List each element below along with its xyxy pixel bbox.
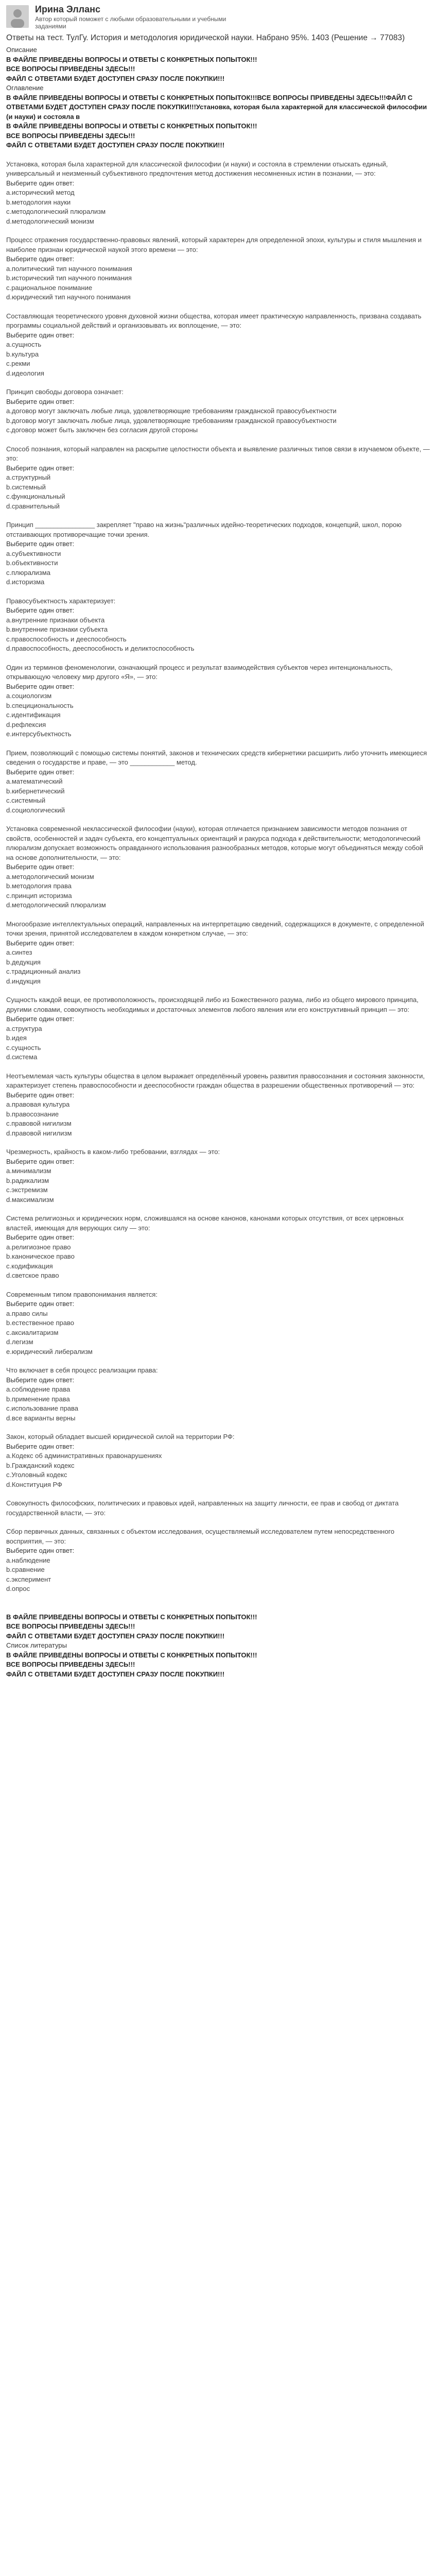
author-name[interactable]: Ирина Элланс [35, 4, 101, 14]
question-text: Установка, которая была характерной для классической философии (и науки) и состояла в стремлении отыскать единый, универсальный и неизменный субъективного предпочтения метод достижения несомненных истин в познании, — это: [6, 160, 390, 177]
question-text: Процесс отражения государственно-правовых явлений, который характерен для определенной эпохи, культуры и стиля мышления и наиболее признан юридической наукой этого времени — это: [6, 236, 424, 253]
answer-option: b.методология права [6, 882, 72, 890]
answer-option: c.идентификация [6, 711, 61, 719]
answer-option: a.договор могут заключать любые лица, удовлетворяющие требованиям гражданской правосубъектности [6, 407, 337, 415]
question-text: Совокупность философских, политических и правовых идей, направленных на защиту личности, ее прав и свобод от диктата государственной власти, — это: [6, 1499, 400, 1517]
answer-prompt: Выберите один ответ: [6, 682, 75, 690]
answer-option: a.соблюдение права [6, 1385, 71, 1393]
question-text: Система религиозных и юридических норм, сложившаяся на основе канонов, канонами которых отсутствия, от всех церковных властей, имеющая для верующих силу — это: [6, 1214, 406, 1232]
section-label: Список литературы [6, 1641, 67, 1649]
answer-option: a.структурный [6, 473, 51, 481]
notice-line: В ФАЙЛЕ ПРИВЕДЕНЫ ВОПРОСЫ И ОТВЕТЫ С КОНКРЕТНЫХ ПОПЫТОК!!! [6, 122, 257, 130]
answer-option: d.рефлексия [6, 720, 46, 728]
answer-prompt: Выберите один ответ: [6, 939, 75, 947]
question-text: Закон, который обладает высшей юридической силой на территории РФ: [6, 1433, 235, 1440]
outro-section [6, 1613, 430, 1680]
answer-option: b.объективности [6, 559, 58, 567]
answer-option: d.сравнительный [6, 502, 60, 510]
answer-prompt: Выберите один ответ: [6, 1547, 75, 1554]
answer-option: b.Гражданский кодекс [6, 1461, 75, 1469]
answer-option: c.рациональное понимание [6, 283, 93, 292]
answer-option: a.внутренние признаки объекта [6, 616, 105, 624]
user-photo-icon [6, 5, 29, 28]
question-block [6, 520, 430, 597]
question-text: Чрезмерность, крайность в каком-либо требовании, взглядах — это: [6, 1148, 220, 1156]
page-title: Ответы на тест. ТулГу. История и методология юридической науки. Набрано 95%. 1403 (Решение → 77083) [6, 33, 405, 42]
answer-prompt: Выберите один ответ: [6, 1376, 75, 1384]
answer-option: e.юридический либерализм [6, 1347, 93, 1355]
answer-option: b.правосознание [6, 1110, 59, 1118]
answer-option: b.системный [6, 483, 46, 491]
answer-option: b.идея [6, 1034, 27, 1042]
answer-option: c.системный [6, 796, 46, 804]
answer-option: c.традиционный анализ [6, 968, 81, 975]
answer-prompt: Выберите один ответ: [6, 1300, 75, 1308]
question-block [6, 824, 430, 920]
answer-option: c.использование права [6, 1404, 79, 1412]
answer-option: c.эксперимент [6, 1575, 51, 1583]
question-text: Один из терминов феноменологии, означающий процесс и результат взаимодействия субъектов через интенциональность, открывающую человеку мир другого «Я», — это: [6, 663, 395, 681]
notice-line: ВСЕ ВОПРОСЫ ПРИВЕДЕНЫ ЗДЕСЬ!!! [6, 65, 135, 73]
section-label: Оглавление [6, 84, 44, 92]
answer-prompt: Выберите один ответ: [6, 464, 75, 472]
answer-option: c.Уголовный кодекс [6, 1471, 67, 1479]
notice-line: В ФАЙЛЕ ПРИВЕДЕНЫ ВОПРОСЫ И ОТВЕТЫ С КОНКРЕТНЫХ ПОПЫТОК!!!ВСЕ ВОПРОСЫ ПРИВЕДЕНЫ ЗДЕСЬ!!!ФАЙЛ С ОТВЕТАМИ БУДЕТ ДОСТУПЕН СРАЗУ ПОСЛЕ ПОКУПКИ!!!Установка, которая была характерной для классической философии (и науки) и состояла в [6, 93, 429, 121]
notice-line: ВСЕ ВОПРОСЫ ПРИВЕДЕНЫ ЗДЕСЬ!!! [6, 131, 135, 140]
answer-prompt: Выберите один ответ: [6, 331, 75, 339]
answer-option: b.сравнение [6, 1566, 45, 1573]
answer-option: b.радикализм [6, 1176, 49, 1184]
question-block [6, 1072, 430, 1148]
question-text: Способ познания, который направлен на раскрытие целостности объекта и выявление различных типов связи в изучаемом объекте, — это: [6, 445, 432, 462]
notice-line: В ФАЙЛЕ ПРИВЕДЕНЫ ВОПРОСЫ И ОТВЕТЫ С КОНКРЕТНЫХ ПОПЫТОК!!! [6, 1651, 257, 1659]
answer-option: a.синтез [6, 948, 32, 956]
answer-option: c.правоспособность и дееспособность [6, 635, 127, 643]
answer-prompt: Выберите один ответ: [6, 1015, 75, 1023]
question-block [6, 1214, 430, 1290]
section-label: Описание [6, 46, 37, 54]
answer-prompt: Выберите один ответ: [6, 397, 75, 405]
answer-option: b.договор могут заключать любые лица, удовлетворяющие требованиям гражданской правосубъектности [6, 416, 337, 425]
questions-list [6, 160, 430, 1603]
answer-option: d.система [6, 1053, 38, 1061]
answer-option: b.специциональность [6, 701, 74, 709]
answer-option: b.исторический тип научного понимания [6, 274, 132, 282]
answer-option: d.историзма [6, 578, 45, 586]
question-text: Правосубъектность характеризует: [6, 597, 116, 605]
question-block [6, 995, 430, 1072]
answer-option: b.культура [6, 350, 39, 358]
question-text: Сбор первичных данных, связанных с объектом исследования, осуществляемый исследователем путем непосредственного восприятия, — это: [6, 1528, 396, 1545]
answer-option: b.дедукция [6, 958, 41, 966]
answer-option: c.принцип историзма [6, 891, 72, 900]
answer-option: a.право силы [6, 1309, 48, 1317]
author-header [0, 0, 436, 33]
question-text: Что включает в себя процесс реализации права: [6, 1366, 158, 1374]
intro-section [6, 45, 430, 150]
answer-option: d.легизм [6, 1338, 33, 1346]
question-text: Многообразие интеллектуальных операций, направленных на интерпретацию сведений, содержащихся в документе, с определенной точки зрения, принятой исследователем в каждом конкретном случае, — это: [6, 920, 426, 937]
question-text: Современным типом правопонимания является: [6, 1290, 158, 1298]
answer-prompt: Выберите один ответ: [6, 863, 75, 871]
answer-option: d.юридический тип научного понимания [6, 293, 131, 301]
answer-option: a.правовая культура [6, 1100, 70, 1108]
answer-option: a.субъективности [6, 549, 61, 557]
notice-line: ВСЕ ВОПРОСЫ ПРИВЕДЕНЫ ЗДЕСЬ!!! [6, 1660, 135, 1668]
answer-option: d.все варианты верны [6, 1414, 76, 1422]
answer-option: a.наблюдение [6, 1556, 50, 1564]
question-text: Принцип свободы договора означает: [6, 388, 124, 396]
question-text: Принцип ________________ закрепляет "право на жизнь"различных идейно-теоретических подходов, концепций, школ, порою отстаивающих противоречащие точки зрения. [6, 521, 404, 538]
answer-option: d.идеология [6, 369, 44, 377]
answer-option: b.применение права [6, 1395, 70, 1403]
answer-option: a.социологизм [6, 692, 52, 700]
question-block [6, 1290, 430, 1366]
answer-option: a.структура [6, 1024, 42, 1032]
answer-option: d.максимализм [6, 1195, 54, 1204]
answer-prompt: Выберите один ответ: [6, 1442, 75, 1450]
answer-option: b.кибернетический [6, 787, 65, 795]
answer-prompt: Выберите один ответ: [6, 179, 75, 187]
answer-option: d.социологический [6, 806, 65, 814]
answer-prompt: Выберите один ответ: [6, 1157, 75, 1165]
answer-option: d.правовой нигилизм [6, 1129, 72, 1137]
answer-prompt: Выберите один ответ: [6, 255, 75, 263]
answer-option: c.аксиалитаризм [6, 1328, 59, 1336]
answer-option: c.сущность [6, 1043, 41, 1052]
answer-option: c.рекми [6, 360, 30, 367]
question-block [6, 749, 430, 825]
question-block [6, 235, 430, 312]
answer-option: d.методологический плюрализм [6, 901, 106, 909]
answer-prompt: Выберите один ответ: [6, 768, 75, 776]
author-description: Автор который поможет с любыми образовательными и учебными заданиями [35, 15, 226, 30]
question-block [6, 663, 430, 749]
question-block [6, 445, 430, 521]
question-block [6, 1432, 430, 1499]
answer-option: d.опрос [6, 1585, 30, 1592]
question-block [6, 597, 430, 663]
answer-option: a.методологический монизм [6, 872, 94, 880]
answer-option: d.Конституция РФ [6, 1480, 62, 1488]
answer-option: b.методология науки [6, 198, 71, 206]
answer-option: а.исторический метод [6, 189, 75, 196]
notice-line: ФАЙЛ С ОТВЕТАМИ БУДЕТ ДОСТУПЕН СРАЗУ ПОСЛЕ ПОКУПКИ!!! [6, 74, 225, 82]
notice-line: ФАЙЛ С ОТВЕТАМИ БУДЕТ ДОСТУПЕН СРАЗУ ПОСЛЕ ПОКУПКИ!!! [6, 1670, 225, 1678]
document-body [0, 33, 436, 1679]
answer-option: b.внутренние признаки субъекта [6, 625, 108, 633]
notice-line: ФАЙЛ С ОТВЕТАМИ БУДЕТ ДОСТУПЕН СРАЗУ ПОСЛЕ ПОКУПКИ!!! [6, 141, 225, 149]
notice-line: ВСЕ ВОПРОСЫ ПРИВЕДЕНЫ ЗДЕСЬ!!! [6, 1622, 135, 1630]
question-text: Прием, позволяющий с помощью системы понятий, законов и технических средств кибернетики расширить либо уточнить имеющиеся сведения о государстве и праве, — это ____________ метод. [6, 749, 429, 766]
answer-option: c.плюрализма [6, 568, 50, 577]
answer-option: b.каноническое право [6, 1252, 75, 1260]
answer-option: d.индукция [6, 977, 41, 985]
avatar[interactable] [6, 5, 29, 28]
answer-prompt: Выберите один ответ: [6, 1233, 75, 1241]
answer-prompt: Выберите один ответ: [6, 606, 75, 614]
answer-option: a.сущность [6, 341, 42, 348]
answer-option: a.минимализм [6, 1167, 51, 1175]
answer-option: d.методологический монизм [6, 217, 94, 225]
question-text: Неотъемлемая часть культуры общества в целом выражает определённый уровень развития правосознания и состояния законности, характеризует степень правоспособности и дееспособности граждан общества в разрешении общественных противоречий — это: [6, 1072, 427, 1089]
question-block [6, 1499, 430, 1527]
question-block [6, 1147, 430, 1214]
answer-option: b.естественное право [6, 1319, 74, 1327]
question-text: Сущность каждой вещи, ее противоположность, происходящей либо из Божественного разума, либо из общего мирового принципа, другими словами, совокупность необходимых и достаточных элементов любого явления или его конструктивный принцип — это: [6, 996, 421, 1013]
answer-prompt: Выберите один ответ: [6, 540, 75, 548]
answer-option: d.светское право [6, 1272, 59, 1279]
answer-option: e.интерсубъектность [6, 730, 72, 738]
answer-option: c.договор может быть заключен без согласия другой стороны [6, 426, 198, 434]
question-block [6, 312, 430, 388]
answer-option: a.математический [6, 777, 63, 785]
answer-option: c.кодификация [6, 1262, 53, 1270]
answer-prompt: Выберите один ответ: [6, 1091, 75, 1099]
notice-line: В ФАЙЛЕ ПРИВЕДЕНЫ ВОПРОСЫ И ОТВЕТЫ С КОНКРЕТНЫХ ПОПЫТОК!!! [6, 55, 257, 63]
question-block [6, 1366, 430, 1432]
answer-option: c.методологический плюрализм [6, 208, 106, 215]
answer-option: a.религиозное право [6, 1243, 71, 1251]
answer-option: c.правовой нигилизм [6, 1120, 72, 1127]
answer-option: a.политический тип научного понимания [6, 264, 132, 273]
answer-option: c.экстремизм [6, 1186, 48, 1194]
answer-option: a.Кодекс об административных правонарушениях [6, 1452, 162, 1460]
question-block [6, 920, 430, 996]
question-block [6, 1527, 430, 1603]
question-block [6, 160, 430, 236]
question-text: Составляющая теоретического уровня духовной жизни общества, которая имеет практическую направленность, призвана создавать программы социальной действий и организовывать их воплощение, — это: [6, 312, 424, 329]
answer-option: d.правоспособность, дееспособность и деликтоспособность [6, 645, 195, 652]
notice-line: ФАЙЛ С ОТВЕТАМИ БУДЕТ ДОСТУПЕН СРАЗУ ПОСЛЕ ПОКУПКИ!!! [6, 1632, 225, 1640]
question-block [6, 387, 430, 445]
notice-line: В ФАЙЛЕ ПРИВЕДЕНЫ ВОПРОСЫ И ОТВЕТЫ С КОНКРЕТНЫХ ПОПЫТОК!!! [6, 1613, 257, 1621]
question-text: Установка современной неклассической философии (науки), которая отличается признанием зависимости методов познания от свойств, особенностей и задач субъекта, его концептуальных ориентаций и ракурса подхода к действительности; методологический плюрализм допускает возможность оправданного использования разнообразных методов, которые могут объединяться между собой на основе дополнительности, — это: [6, 825, 425, 861]
answer-option: c.функциональный [6, 493, 65, 500]
